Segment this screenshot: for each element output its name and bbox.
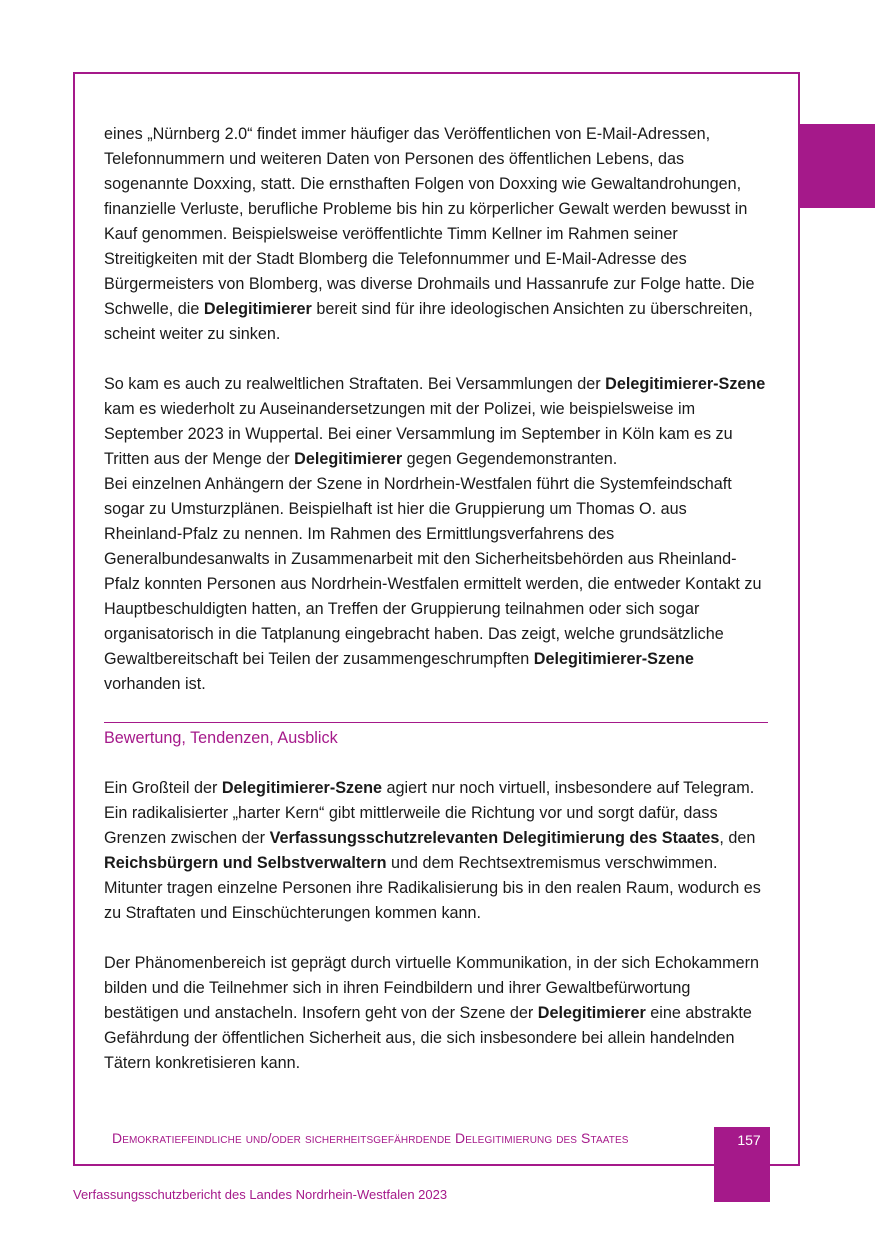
chapter-title-footer: Demokratiefeindliche und/oder sicherheitsgefährdende Delegitimierung des Staates [112, 1130, 629, 1146]
bold-term: Reichsbürgern und Selbstverwaltern [104, 854, 387, 872]
bold-term: Delegitimierer [203, 300, 312, 318]
main-content [104, 122, 768, 1076]
paragraph-2: So kam es auch zu realweltlichen Straftaten. Bei Versammlungen der Delegitimierer-Szene kam es wiederholt zu Auseinandersetzungen mit der Polizei, wie beispielsweise im September 2023 in Wuppertal. Bei einer Versammlung im September in Köln kam es zu Tritten aus der Menge der Delegitimierer gegen Gegendemonstranten. Bei einzelnen Anhängern der Szene in Nordrhein-Westfalen führt die Systemfeindschaft sogar zu Umsturzplänen. Beispielhaft ist hier die Gruppierung um Thomas O. aus Rheinland-Pfalz zu nennen. Im Rahmen des Ermittlungsverfahrens des Generalbundesanwalts in Zusammenarbeit mit den Sicherheitsbehörden aus Rheinland-Pfalz konnten Personen aus Nordrhein-Westfalen ermittelt werden, die entweder Kontakt zu Hauptbeschuldigten hatten, an Treffen der Gruppierung teilnahmen oder sich sogar organisatorisch in die Tatplanung eingebracht haben. Das zeigt, welche grundsätzliche Gewaltbereitschaft bei Teilen der zusammengeschrumpften Delegitimierer-Szene vorhanden ist. [104, 375, 766, 693]
chapter-side-tab [798, 124, 875, 208]
section-divider [104, 722, 768, 723]
bold-term: Verfassungsschutzrelevanten Delegitimierung des Staates [269, 829, 720, 847]
bold-term: Delegitimierer-Szene [533, 650, 694, 668]
paragraph-4: Der Phänomenbereich ist geprägt durch virtuelle Kommunikation, in der sich Echokammern bilden und die Teilnehmer sich in ihren Feindbildern und ihrer Gewaltbefürwortung bestätigen und anstacheln. Insofern geht von der Szene der Delegitimierer eine abstrakte Gefährdung der öffentlichen Sicherheit aus, die sich insbesondere bei allein handelnden Tätern konkretisieren kann. [104, 954, 760, 1072]
page-number-box [714, 1127, 770, 1202]
publication-title: Verfassungsschutzbericht des Landes Nordrhein-Westfalen 2023 [73, 1187, 448, 1202]
bold-term: Delegitimierer [294, 450, 403, 468]
paragraph-3: Ein Großteil der Delegitimierer-Szene agiert nur noch virtuell, insbesondere auf Telegram. Ein radikalisierter „harter Kern“ gibt mittlerweile die Richtung vor und sorgt dafür, dass Grenzen zwischen der Verfassungsschutzrelevanten Delegitimierung des Staates, den Reichsbürgern und Selbstverwaltern und dem Rechtsextremismus verschwimmen. Mitunter tragen einzelne Personen ihre Radikalisierung bis in den realen Raum, wodurch es zu Straftaten und Einschüchterungen kommen kann. [104, 779, 761, 922]
bold-term: Delegitimierer-Szene [605, 375, 766, 393]
bold-term: Delegitimierer-Szene [221, 779, 382, 797]
paragraph-1: eines „Nürnberg 2.0“ findet immer häufiger das Veröffentlichen von E-Mail-Adressen, Telefonnummern und weiteren Daten von Personen des öffentlichen Lebens, das sogenannte Doxxing, statt. Die ernsthaften Folgen von Doxxing wie Gewaltandrohungen, finanzielle Verluste, berufliche Probleme bis hin zu körperlicher Gewalt werden bewusst in Kauf genommen. Beispielsweise veröffentlichte Timm Kellner im Rahmen seiner Streitigkeiten mit der Stadt Blomberg die Telefonnummer und E-Mail-Adresse des Bürgermeisters von Blomberg, was diverse Drohmails und Hassanrufe zur Folge hatte. Die Schwelle, die Delegitimierer bereit sind für ihre ideologischen Ansichten zu überschreiten, scheint weiter zu sinken. [104, 125, 755, 343]
section-heading: Bewertung, Tendenzen, Ausblick [104, 729, 338, 747]
page-number: 157 [737, 1132, 761, 1148]
bold-term: Delegitimierer [537, 1004, 646, 1022]
